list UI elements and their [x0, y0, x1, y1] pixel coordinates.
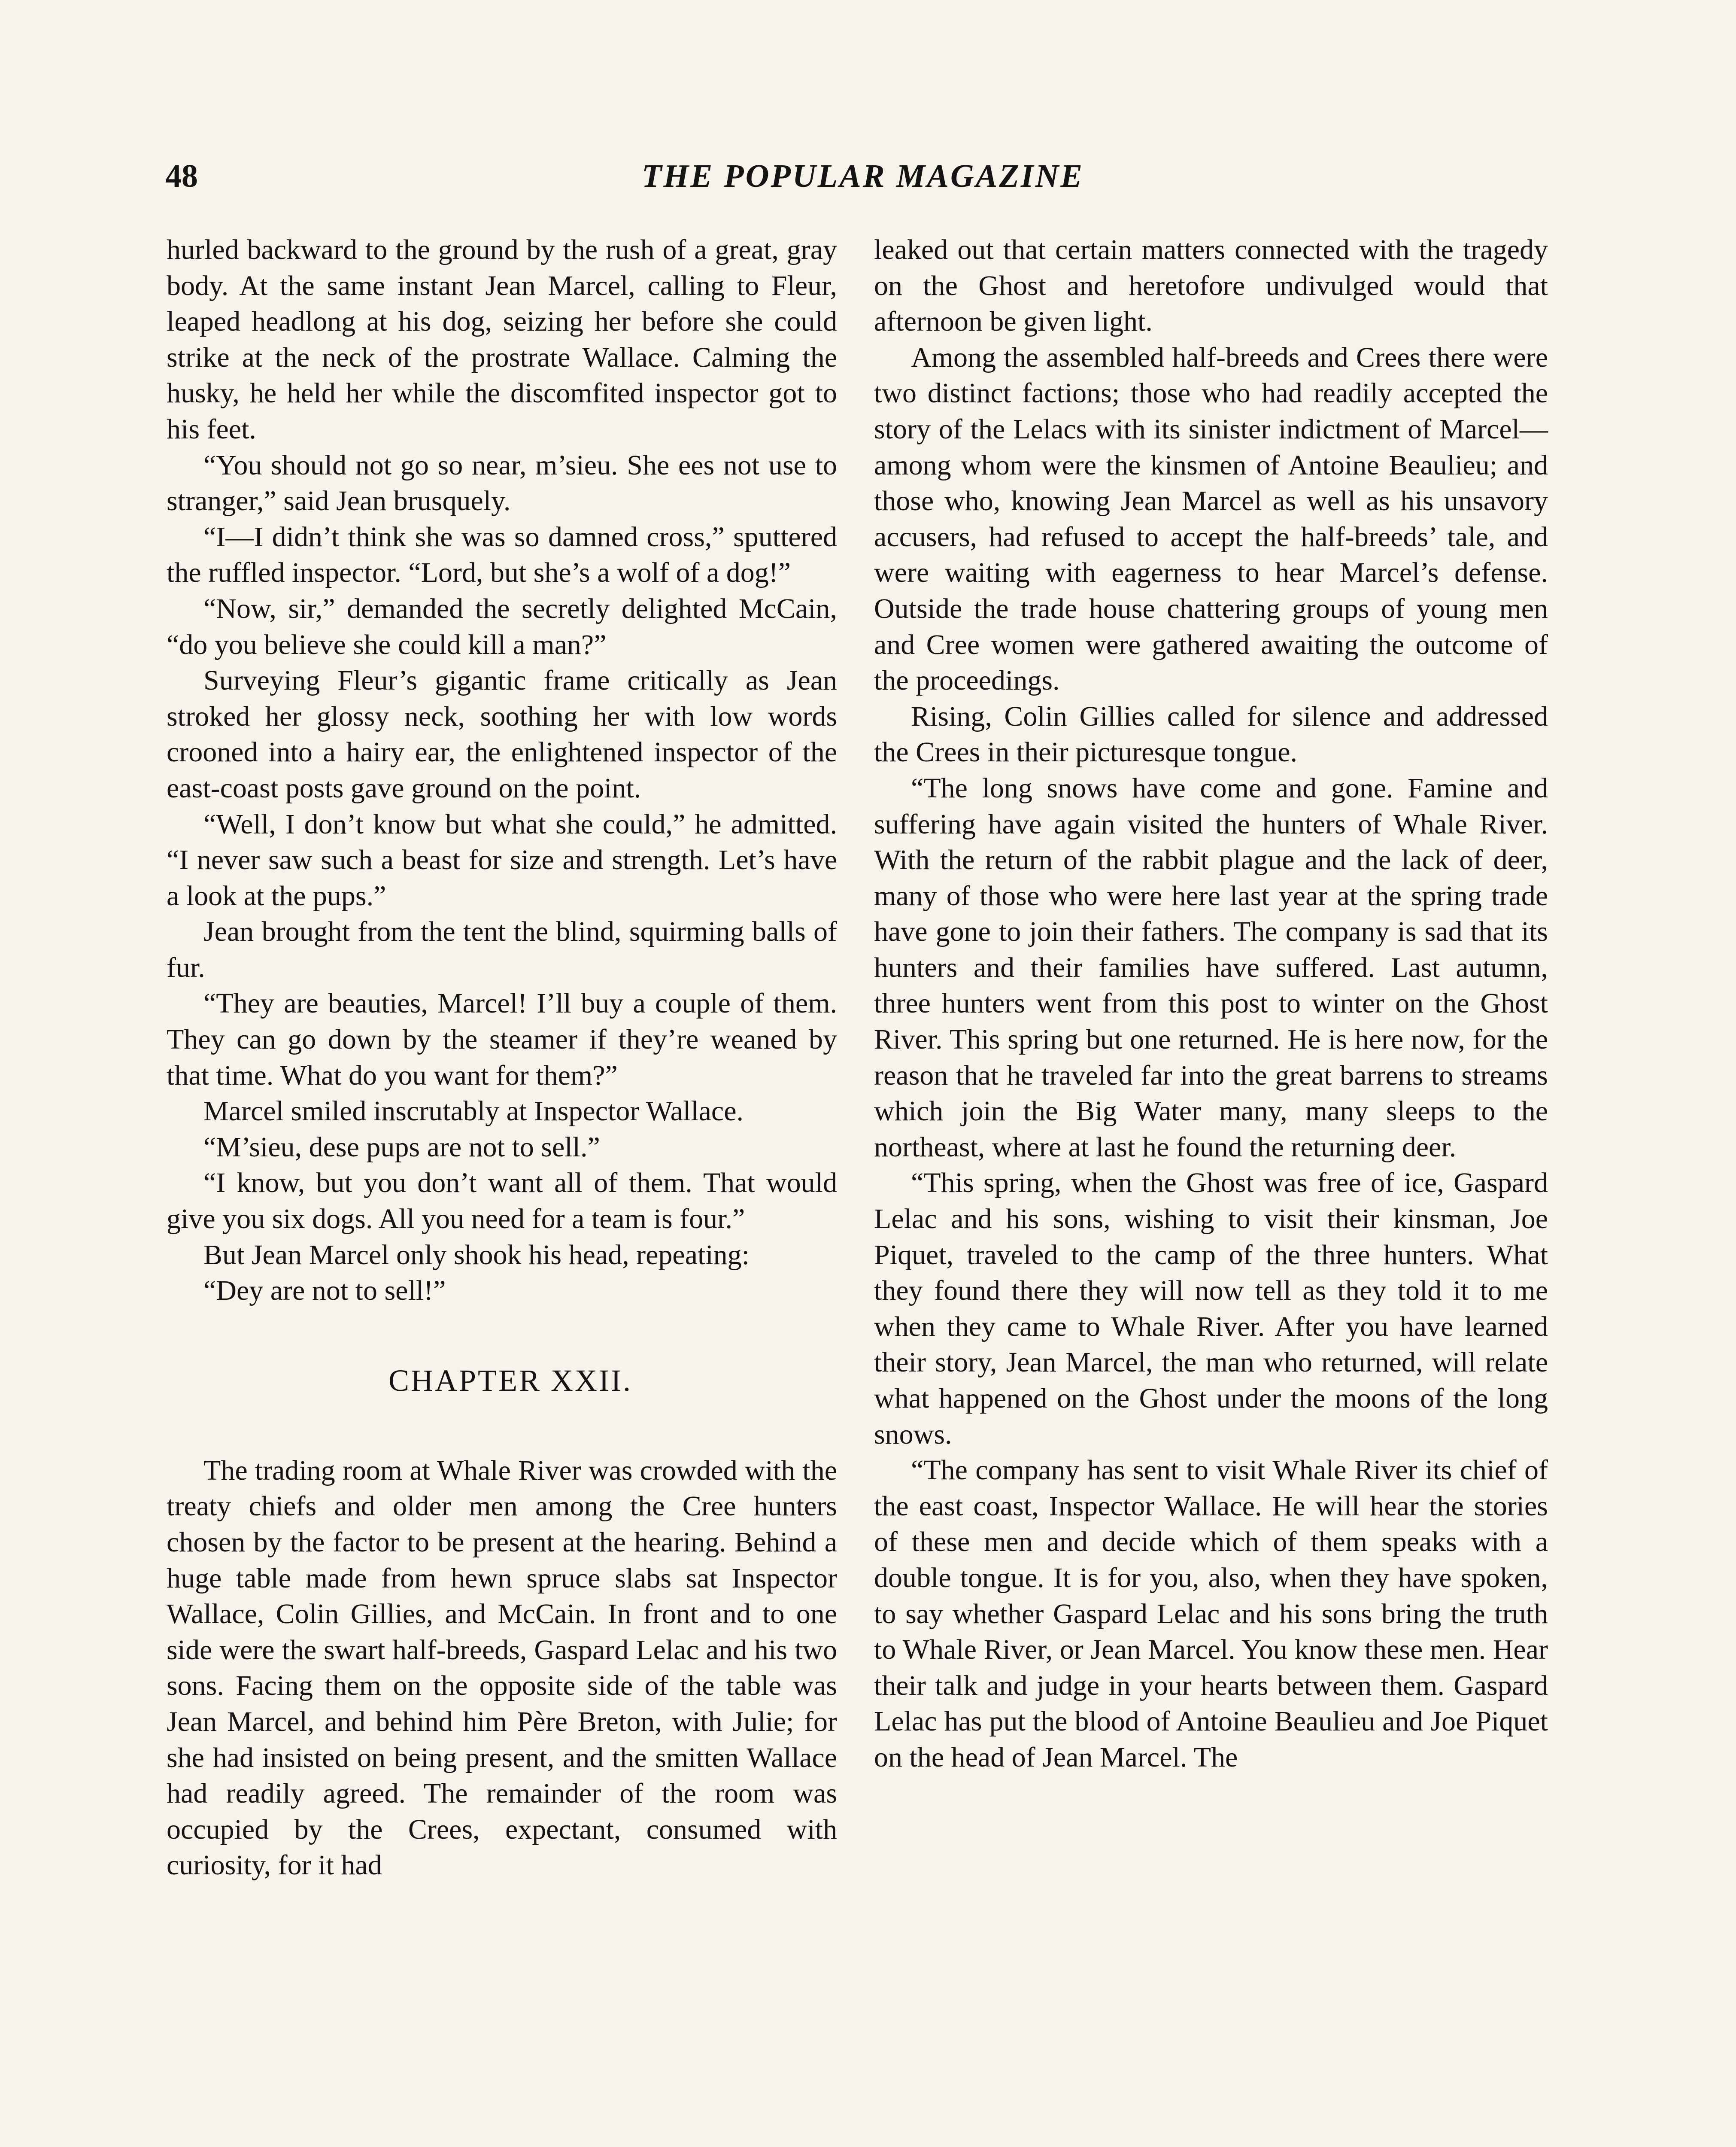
paragraph: The trading room at Whale River was crowded with the treaty chiefs and older men among the Cree hunters chosen by the factor to be present at the hearing. Behind a huge table made from hewn spruce slabs sat Inspector Wallace, Colin Gillies, and McCain. In front and to one side were the swart half-breeds, Gaspard Lelac and his two sons. Facing them on the opposite side of the table was Jean Marcel, and behind him Père Breton, with Julie; for she had insisted on being present, and the smitten Wallace had readily agreed. The remainder of the room was occupied by the Crees, expectant, consumed with curiosity, for it had: [167, 1454, 837, 1881]
left-column: [167, 232, 837, 1883]
paragraph: Rising, Colin Gillies called for silence and addressed the Crees in their picturesque tongue.: [874, 700, 1548, 768]
paragraph: Surveying Fleur’s gigantic frame critically as Jean stroked her glossy neck, soothing her with low words crooned into a hairy ear, the enlightened inspector of the east-coast posts gave ground on the point.: [167, 665, 837, 804]
running-title: THE POPULAR MAGAZINE: [641, 158, 1084, 194]
paragraph: “I—I didn’t think she was so damned cross,” sputtered the ruffled inspector. “Lord, but she’s a wolf of a dog!”: [167, 521, 837, 589]
paragraph: “The long snows have come and gone. Famine and suffering have again visited the hunters of Whale River. With the return of the rabbit plague and the lack of deer, many of those who were here last year at the spring trade have gone to join their fathers. The company is sad that its hunters and their families have suffered. Last autumn, three hunters went from this post to winter on the Ghost River. This spring but one returned. He is here now, for the reason that he traveled far into the great barrens to streams which join the Big Water many, many sleeps to the northeast, where at last he found the returning deer.: [874, 772, 1548, 1163]
paragraph: “Well, I don’t know but what she could,” he admitted. “I never saw such a beast for size and strength. Let’s have a look at the pups.”: [167, 808, 837, 912]
page-header: [165, 152, 1560, 200]
paragraph: “You should not go so near, m’sieu. She ees not use to stranger,” said Jean brusquely.: [167, 449, 837, 517]
paragraph: Marcel smiled inscrutably at Inspector Wallace.: [203, 1095, 744, 1127]
paragraph: hurled backward to the ground by the rush of a great, gray body. At the same instant Jean Marcel, calling to Fleur, leaped headlong at his dog, seizing her before she could strike at the neck of the prostrate Wallace. Calming the husky, he held her while the discomfited inspector got to his feet.: [167, 234, 837, 445]
paragraph: But Jean Marcel only shook his head, repeating:: [203, 1239, 750, 1271]
paragraph: leaked out that certain matters connected with the tragedy on the Ghost and heretofore undivulged would that afternoon be given light.: [874, 234, 1548, 338]
chapter-heading: CHAPTER XXII.: [388, 1363, 632, 1398]
paragraph: Jean brought from the tent the blind, squirming balls of fur.: [167, 916, 837, 983]
right-column: [874, 232, 1548, 1776]
paragraph: “They are beauties, Marcel! I’ll buy a couple of them. They can go down by the steamer if they’re weaned by that time. What do you want for them?”: [167, 988, 837, 1091]
paragraph: “The company has sent to visit Whale River its chief of the east coast, Inspector Wallace. He will hear the stories of these men and decide which of them speaks with a double tongue. It is for you, also, when they have spoken, to say whether Gaspard Lelac and his sons bring the truth to Whale River, or Jean Marcel. You know these men. Hear their talk and judge in your hearts between them. Gaspard Lelac has put the blood of Antoine Beaulieu and Joe Piquet on the head of Jean Marcel. The: [874, 1454, 1548, 1773]
paragraph: “Now, sir,” demanded the secretly delighted McCain, “do you believe she could kill a man?”: [167, 593, 837, 660]
paragraph: “Dey are not to sell!”: [203, 1275, 446, 1307]
paragraph: “I know, but you don’t want all of them. That would give you six dogs. All you need for a team is four.”: [167, 1167, 837, 1235]
paragraph: “This spring, when the Ghost was free of ice, Gaspard Lelac and his sons, wishing to visit their kinsman, Joe Piquet, traveled to the camp of the three hunters. What they found there they will now tell as they told it to me when they came to Whale River. After you have learned their story, Jean Marcel, the man who returned, will relate what happened on the Ghost under the moons of the long snows.: [874, 1167, 1548, 1450]
paragraph: Among the assembled half-breeds and Crees there were two distinct factions; those who had readily accepted the story of the Lelacs with its sinister indictment of Marcel—among whom were the kinsmen of Antoine Beaulieu; and those who, knowing Jean Marcel as well as his unsavory accusers, had refused to accept the half-breeds’ tale, and were waiting with eagerness to hear Marcel’s defense. Outside the trade house chattering groups of young men and Cree women were gathered awaiting the outcome of the proceedings.: [874, 341, 1548, 696]
paragraph: “M’sieu, dese pups are not to sell.”: [203, 1131, 600, 1163]
page-number: 48: [165, 158, 198, 194]
